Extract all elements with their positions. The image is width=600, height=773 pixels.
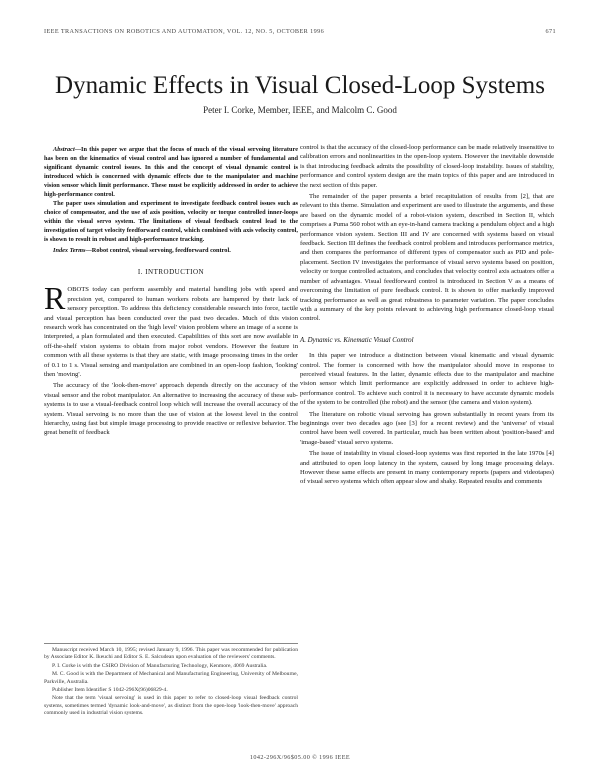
drop-cap: R [44, 280, 66, 317]
section-heading-introduction: I. INTRODUCTION [137, 267, 205, 276]
right-paragraph-1: control is that the accuracy of the closed-loop performance can be made relatively insensitive to calibration errors and nonlinearities in the open-loop system. However the inevitable downside is that introducing feedback admits the possibility of closed-loop instability. Issues of stability, performance and control system design are the main topics of this paper and are introduced in the next section of this paper. [300, 144, 554, 189]
intro-paragraph-1: ROBOTS today can perform assembly and material handling jobs with speed and precision yet, compared to human workers robots are hampered by their lack of sensory perception. To address this deficiency considerable research into force, tactile and visual perception has been conducted over the past two decades. Much of this vision research work has concentrated on the 'high level' vision problem where an image of a scene is interpreted, a plan formulated and then executed. Capabilities of this sort are now available in off-the-shelf vision systems to obtain from major robot vendors. However the feature in common with all these systems is that they are static, with image processing times in the order of 0.1 to 1 s. Visual sensing and manipulation are combined in an open-loop fashion, 'looking' then 'moving'. [44, 280, 298, 378]
right-column [300, 143, 554, 489]
right-paragraph-5: The issue of instability in visual closed-loop systems was first reported in the late 1970s [4] and attributed to open loop latency in the system, caused by long image processing delays. However these same effects are present in many contemporary reports (papers and videotapes) of visual servo systems which often appear slow and shaky. Repeated results and comments [300, 450, 554, 486]
footnote-note: Note that the term 'visual servoing' is used in this paper to refer to closed-loop visual feedback control systems, sometimes termed 'dynamic look-and-move', as distinct from the open-loop 'look-then-move' approach commonly used in industrial vision systems. [44, 695, 298, 717]
footnote-author-1: P. I. Corke is with the CSIRO Division of Manufacturing Technology, Kenmore, 4069 Australia. [52, 662, 268, 669]
footnote-identifier: Publisher Item Identifier S 1042-296X(96)06829-4. [52, 687, 168, 694]
abstract [44, 146, 298, 245]
running-header [44, 28, 556, 35]
author-line: Peter I. Corke, Member, IEEE, and Malcolm C. Good [203, 105, 397, 115]
paper-title: Dynamic Effects in Visual Closed-Loop Systems [55, 72, 545, 99]
index-terms-label: Index Terms— [53, 246, 92, 254]
abstract-paragraph-1: Abstract—In this paper we argue that the focus of much of the visual servoing literature has been on the kinematics of visual control and has ignored a number of fundamental and significant dynamic control issues. In this and the concept of visual dynamic control is introduced which is concerned with dynamic effects due to the manipulator and machine vision sensor which limit performance. These must be explicitly addressed in order to achieve high-performance control. [44, 146, 298, 198]
footnote-manuscript: Manuscript received March 10, 1995; revised January 9, 1996. This paper was recommended for publication by Associate Editor K. Ikeuchi and Editor S. E. Salcudean upon evaluation of the reviewers' comments. [44, 647, 298, 661]
left-column [44, 146, 298, 440]
abstract-paragraph-2: The paper uses simulation and experiment to investigate feedback control issues such as choice of compensator, and the use of axis position, velocity or torque controlled inner-loops within the visual servo system. The limitations of visual feedback control lead to the investigation of target velocity feedforward control, which combined with axis velocity control, is shown to result in robust and high-performance tracking. [44, 200, 298, 244]
footnotes [44, 643, 298, 719]
right-paragraph-3: In this paper we introduce a distinction between visual kinematic and visual dynamic control. The former is concerned with how the manipulator should move in response to perceived visual features. In the latter, dynamic effects due to the manipulator and machine vision sensor which limit performance are explicitly addressed in order to achieve high-performance control. To achieve such control it is necessary to have accurate dynamic models of the system to be controlled (the robot) and the sensor (the camera and vision system). [300, 352, 554, 407]
abstract-label: Abstract— [53, 146, 81, 153]
journal-citation: IEEE TRANSACTIONS ON ROBOTICS AND AUTOMATION, VOL. 12, NO. 5, OCTOBER 1996 [44, 28, 325, 35]
right-paragraph-4: The literature on robotic visual servoing has grown substantially in recent years from its beginnings over two decades ago (see [3] for a recent review) and the 'universe' of visual control have been well covered. In particular, much has been written about 'position-based' and 'image-based' visual servo systems. [300, 410, 554, 446]
footnote-author-2: M. C. Good is with the Department of Mechanical and Manufacturing Engineering, University of Melbourne, Parkville, Australia. [44, 671, 298, 685]
right-paragraph-2: The remainder of the paper presents a brief recapitulation of results from [2], that are relevant to this theme. Simulation and experiment are used to illustrate the arguments, and these are based on the dynamic model of a robot-vision system, described in Section II, which comprises a Puma 560 robot with an eye-in-hand camera tracking a pendulum object and a high performance vision system. Section III and IV are concerned with systems based on visual feedback. Section III defines the feedback control problem and introduces performance metrics, and then compares the performance of different types of compensator such as PID and pole-placement. Section IV investigates the performance of visual servo systems based on position, velocity or torque controlled actuators, and concludes that velocity control axis actuators offer a number of advantages. Visual feedforward control is introduced in Section V as a means of overcoming the limitation of pure feedback control. It is shown to offer markedly improved tracking performance as well as great robustness to parameter variation. The paper concludes with a summary of the key points relevant to achieving high performance closed-loop visual control. [300, 193, 554, 323]
index-terms: Index Terms—Robot control, visual servoing, feedforward control. [53, 246, 231, 254]
copyright-footer: 1042-296X/96$05.00 © 1996 IEEE [249, 754, 351, 761]
subsection-heading: A. Dynamic vs. Kinematic Visual Control [300, 336, 414, 344]
intro-paragraph-2: The accuracy of the 'look-then-move' approach depends directly on the accuracy of the visual sensor and the robot manipulator. An alternative to increasing the accuracy of these sub-systems is to use a visual-feedback control loop which will increase the overall accuracy of the system. Visual servoing is no more than the use of vision at the lowest level in the control hierarchy, using fast but simple image processing to provide reactive or reflexive behavior. The great benefit of feedback [44, 382, 298, 437]
page-number: 671 [545, 28, 556, 35]
